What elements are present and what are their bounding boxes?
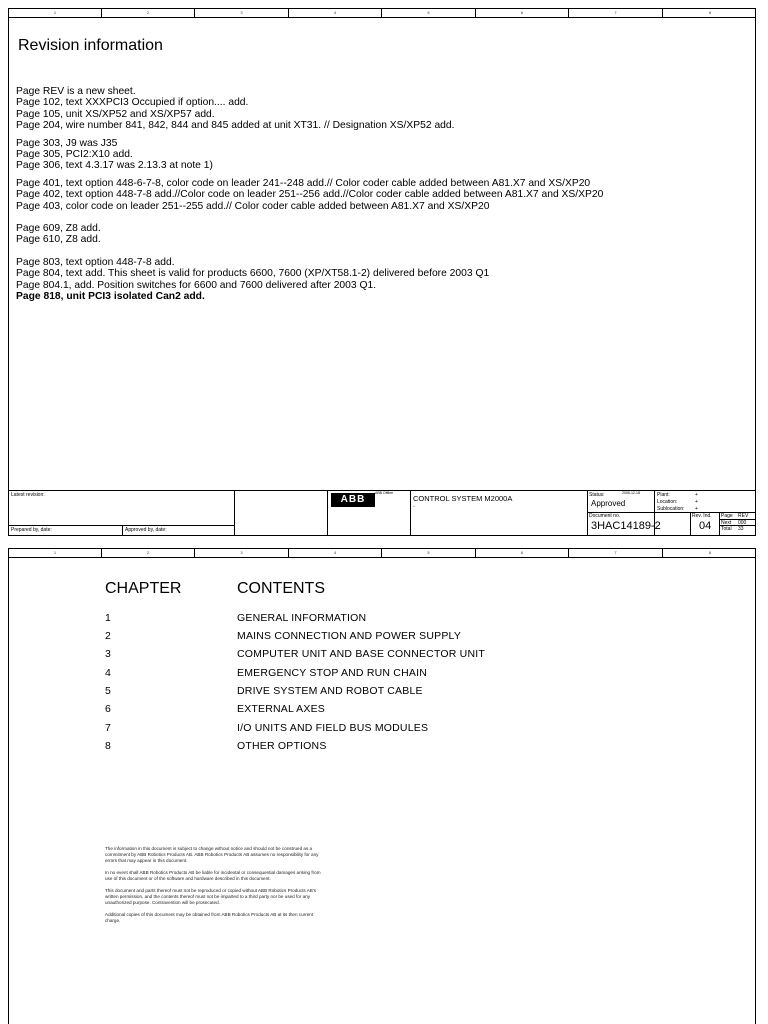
chapter-title: EMERGENCY STOP AND RUN CHAIN [237,667,427,679]
system-subtitle: . [413,502,415,509]
revision-line: Page 305, PCI2:X10 add. [16,149,133,161]
disclaimer-paragraph: Additional copies of this document may be obtained from ABB Robotics Products AB at its then current charge. [105,912,314,923]
revision-line: Page 102, text XXXPCI3 Occupied if option.... add. [16,97,249,109]
chapter-number: 3 [105,648,112,660]
approved-by-label: Approved by, date: [125,527,167,533]
ruler-cell: 1 [9,9,102,17]
abb-logo: ABB [331,493,375,507]
logo-subtext: ABB Offline [375,491,394,495]
ruler-cell: 2 [102,9,195,17]
revision-list [16,86,756,303]
disclaimer-paragraph: This document and parts thereof must not be reproduced or copied without ABB Robotics Products AB's written permission, and the contents thereof must not be imparted to a third party nor be used for any unauthorized purpose. Contravention will be prosecuted. [105,888,317,905]
total-label: Total [721,526,732,532]
page-label: Page [721,513,733,519]
revision-line: Page 303, J9 was J35 [16,137,118,149]
plant-value: + [695,492,698,498]
page-value: REV [738,513,749,519]
location-label: Location: [657,499,678,505]
revision-line: Page 204, wire number 841, 842, 844 and 845 added at unit XT31. // Designation XS/XP52 add. [16,120,455,132]
document-no-label: Document no. [589,513,621,519]
revision-line: Page 105, unit XS/XP52 and XS/XP57 add. [16,108,215,120]
status-value: Approved [591,499,626,508]
revision-line: Page 610, Z8 add. [16,234,101,246]
column-ruler [9,549,755,558]
status-label: Status: [589,492,605,498]
chapter-number: 8 [105,740,112,752]
rev-ind-label: Rev. Ind. [692,513,712,519]
chapter-number: 4 [105,667,112,679]
ruler-cell: 8 [708,10,712,15]
chapter-title: DRIVE SYSTEM AND ROBOT CABLE [237,685,423,697]
chapter-number: 5 [105,685,112,697]
ruler-cell: 5 [382,9,476,17]
revision-line: Page 804.1, add. Position switches for 6600 and 7600 delivered after 2003 Q1. [16,279,377,291]
chapter-number: 6 [105,703,112,715]
chapter-number: 2 [105,630,112,642]
revision-line: Page 803, text option 448-7-8 add. [16,256,175,268]
ruler-cell: 2 [102,549,195,557]
chapter-header: CHAPTER [105,580,182,597]
chapter-number: 1 [105,612,112,624]
revision-line: Page 401, text option 448-6-7-8, color code on leader 241--248 add.// Color coder cable added between A81.X7 and XS/XP20 [16,177,591,189]
revision-line: Page 403, color code on leader 251--255 add.// Color coder cable added between A81.X7 and XS/XP20 [16,200,490,212]
ruler-cell: 3 [195,549,289,557]
contents-header: CONTENTS [237,580,325,597]
disclaimer-paragraph: The information in this document is subject to change without notice and should not be construed as a commitment by ABB Robotics Products AB. ABB Robotics Products AB assumes no responsibility for any errors that may appear in this document. [105,846,319,863]
document-no: 3HAC14189-2 [591,520,661,532]
revision-sheet [8,8,756,536]
page-title: Revision information [18,37,163,54]
revision-line: Page 804, text add. This sheet is valid for products 6600, 7600 (XP/XT58.1-2) delivered before 2003 Q1 [16,268,490,280]
prepared-by-label: Prepared by, date: [11,527,52,533]
ruler-cell: 6 [476,9,569,17]
disclaimer [105,846,325,930]
ruler-cell: 4 [289,549,382,557]
rev-ind: 04 [699,520,712,532]
ruler-cell: 8 [708,550,712,555]
ruler-cell: 4 [289,9,382,17]
ruler-cell: 7 [569,549,663,557]
chapter-title: OTHER OPTIONS [237,740,327,752]
chapter-title: I/O UNITS AND FIELD BUS MODULES [237,722,429,734]
system-title: CONTROL SYSTEM M2000A [413,494,513,503]
revision-line: Page REV is a new sheet. [16,86,136,97]
revision-line-bold: Page 818, unit PCI3 isolated Can2 add. [16,291,205,303]
revision-line: Page 306, text 4.3.17 was 2.13.3 at note 1) [16,160,213,172]
chapter-number: 7 [105,722,112,734]
sublocation-value: + [695,506,698,512]
ruler-cell: 6 [476,549,569,557]
latest-revision-label: Latest revision: [11,492,45,498]
status-date: 2006-12-18 [622,491,640,495]
chapter-title: COMPUTER UNIT AND BASE CONNECTOR UNIT [237,648,485,660]
sublocation-label: Sublocation: [657,506,685,512]
revision-line: Page 609, Z8 add. [16,223,101,235]
total-value: 33 [738,526,744,532]
next-value: 000 [738,520,747,526]
disclaimer-paragraph: In no event shall ABB Robotics Products AB be liable for incidental or consequential damages arising from use of this document or of the software and hardware described in this document. [105,870,321,881]
column-ruler [9,9,755,18]
plant-label: Plant: [657,492,670,498]
ruler-cell: 5 [382,549,476,557]
chapter-title: EXTERNAL AXES [237,703,325,715]
ruler-cell: 7 [569,9,663,17]
title-block [9,490,755,535]
ruler-cell: 1 [9,549,102,557]
ruler-cell: 3 [195,9,289,17]
next-label: Next [721,520,732,526]
contents-sheet [8,548,756,1024]
chapter-title: MAINS CONNECTION AND POWER SUPPLY [237,630,462,642]
chapter-title: GENERAL INFORMATION [237,612,367,624]
location-value: + [695,499,698,505]
revision-line: Page 402, text option 448-7-8 add.//Color code on leader 251--256 add.//Color coder cable added between A81.X7 and XS/XP20 [16,189,604,201]
